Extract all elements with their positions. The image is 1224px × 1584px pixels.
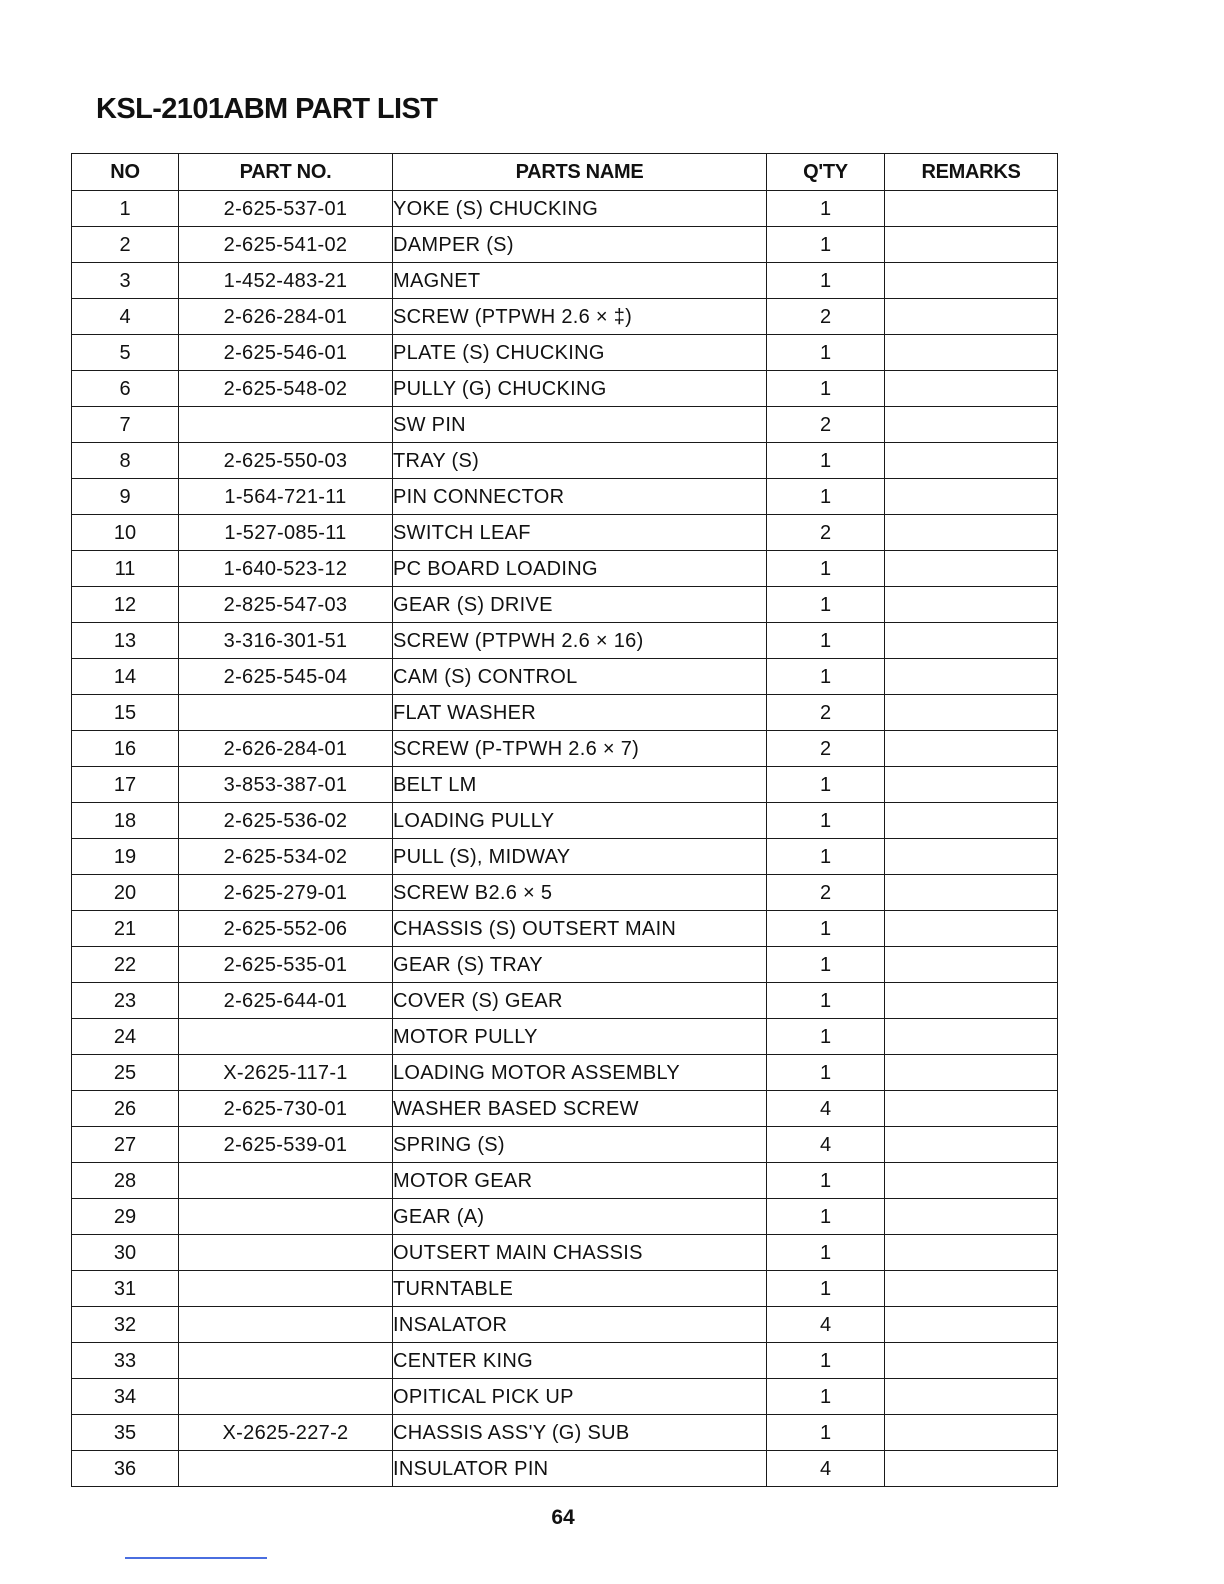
- cell-qty: 2: [767, 299, 885, 335]
- table-row: [72, 335, 1058, 371]
- cell-remarks: [885, 371, 1058, 407]
- table-row: [72, 767, 1058, 803]
- table-row: [72, 731, 1058, 767]
- cell-remarks: [885, 1415, 1058, 1451]
- cell-part-no: [179, 1307, 393, 1343]
- cell-qty: 1: [767, 1379, 885, 1415]
- cell-no: 11: [72, 551, 179, 587]
- cell-part-no: 1-564-721-11: [179, 479, 393, 515]
- cell-no: 8: [72, 443, 179, 479]
- cell-parts-name: GEAR (S) TRAY: [393, 947, 767, 983]
- cell-parts-name: YOKE (S) CHUCKING: [393, 191, 767, 227]
- table-row: [72, 1199, 1058, 1235]
- cell-no: 23: [72, 983, 179, 1019]
- footer-divider: [125, 1557, 267, 1559]
- cell-qty: 1: [767, 1199, 885, 1235]
- cell-part-no: [179, 1451, 393, 1487]
- cell-remarks: [885, 1055, 1058, 1091]
- cell-remarks: [885, 767, 1058, 803]
- cell-part-no: [179, 1235, 393, 1271]
- cell-remarks: [885, 731, 1058, 767]
- cell-part-no: [179, 1199, 393, 1235]
- cell-remarks: [885, 1199, 1058, 1235]
- cell-part-no: 2-625-546-01: [179, 335, 393, 371]
- table-row: [72, 1379, 1058, 1415]
- cell-qty: 1: [767, 839, 885, 875]
- cell-parts-name: PIN CONNECTOR: [393, 479, 767, 515]
- cell-parts-name: LOADING PULLY: [393, 803, 767, 839]
- cell-no: 24: [72, 1019, 179, 1055]
- cell-parts-name: PULLY (G) CHUCKING: [393, 371, 767, 407]
- cell-no: 7: [72, 407, 179, 443]
- table-row: [72, 1091, 1058, 1127]
- cell-part-no: 2-626-284-01: [179, 731, 393, 767]
- cell-no: 14: [72, 659, 179, 695]
- cell-qty: 2: [767, 731, 885, 767]
- column-header-part-no: PART NO.: [179, 154, 393, 191]
- cell-qty: 4: [767, 1451, 885, 1487]
- cell-no: 19: [72, 839, 179, 875]
- cell-qty: 1: [767, 1163, 885, 1199]
- cell-part-no: 3-316-301-51: [179, 623, 393, 659]
- cell-remarks: [885, 443, 1058, 479]
- table-row: [72, 839, 1058, 875]
- cell-no: 2: [72, 227, 179, 263]
- cell-remarks: [885, 1163, 1058, 1199]
- cell-remarks: [885, 1379, 1058, 1415]
- cell-parts-name: SCREW (P-TPWH 2.6 × 7): [393, 731, 767, 767]
- cell-parts-name: BELT LM: [393, 767, 767, 803]
- cell-no: 29: [72, 1199, 179, 1235]
- table-row: [72, 227, 1058, 263]
- table-row: [72, 587, 1058, 623]
- cell-qty: 1: [767, 1415, 885, 1451]
- cell-remarks: [885, 407, 1058, 443]
- cell-parts-name: CHASSIS (S) OUTSERT MAIN: [393, 911, 767, 947]
- table-row: [72, 983, 1058, 1019]
- table-row: [72, 803, 1058, 839]
- table-row: [72, 1127, 1058, 1163]
- cell-remarks: [885, 695, 1058, 731]
- cell-part-no: 2-625-548-02: [179, 371, 393, 407]
- cell-part-no: [179, 1163, 393, 1199]
- cell-part-no: 2-625-534-02: [179, 839, 393, 875]
- cell-remarks: [885, 659, 1058, 695]
- table-row: [72, 1271, 1058, 1307]
- cell-part-no: 1-640-523-12: [179, 551, 393, 587]
- cell-remarks: [885, 1019, 1058, 1055]
- cell-no: 16: [72, 731, 179, 767]
- cell-part-no: [179, 695, 393, 731]
- cell-remarks: [885, 191, 1058, 227]
- cell-part-no: 2-625-541-02: [179, 227, 393, 263]
- cell-qty: 1: [767, 803, 885, 839]
- cell-qty: 2: [767, 407, 885, 443]
- cell-no: 1: [72, 191, 179, 227]
- cell-parts-name: PLATE (S) CHUCKING: [393, 335, 767, 371]
- table-row: [72, 875, 1058, 911]
- cell-no: 27: [72, 1127, 179, 1163]
- cell-qty: 1: [767, 1019, 885, 1055]
- cell-parts-name: SCREW (PTPWH 2.6 × 16): [393, 623, 767, 659]
- cell-no: 9: [72, 479, 179, 515]
- cell-remarks: [885, 1127, 1058, 1163]
- cell-parts-name: INSALATOR: [393, 1307, 767, 1343]
- cell-parts-name: CHASSIS ASS'Y (G) SUB: [393, 1415, 767, 1451]
- cell-no: 33: [72, 1343, 179, 1379]
- cell-remarks: [885, 947, 1058, 983]
- table-row: [72, 1343, 1058, 1379]
- cell-remarks: [885, 263, 1058, 299]
- cell-part-no: X-2625-227-2: [179, 1415, 393, 1451]
- column-header-remarks: REMARKS: [885, 154, 1058, 191]
- cell-qty: 4: [767, 1091, 885, 1127]
- cell-parts-name: CAM (S) CONTROL: [393, 659, 767, 695]
- cell-part-no: 3-853-387-01: [179, 767, 393, 803]
- table-row: [72, 1019, 1058, 1055]
- cell-part-no: 2-625-644-01: [179, 983, 393, 1019]
- cell-part-no: [179, 1271, 393, 1307]
- table-row: [72, 1451, 1058, 1487]
- cell-remarks: [885, 227, 1058, 263]
- cell-part-no: 2-625-535-01: [179, 947, 393, 983]
- cell-qty: 1: [767, 263, 885, 299]
- cell-remarks: [885, 551, 1058, 587]
- page-number: 64: [551, 1506, 575, 1529]
- table-row: [72, 299, 1058, 335]
- cell-parts-name: MOTOR GEAR: [393, 1163, 767, 1199]
- cell-no: 25: [72, 1055, 179, 1091]
- cell-part-no: 2-625-536-02: [179, 803, 393, 839]
- cell-qty: 1: [767, 911, 885, 947]
- cell-no: 18: [72, 803, 179, 839]
- cell-remarks: [885, 1307, 1058, 1343]
- cell-parts-name: MAGNET: [393, 263, 767, 299]
- cell-qty: 2: [767, 875, 885, 911]
- cell-parts-name: COVER (S) GEAR: [393, 983, 767, 1019]
- cell-parts-name: GEAR (S) DRIVE: [393, 587, 767, 623]
- cell-no: 32: [72, 1307, 179, 1343]
- cell-remarks: [885, 623, 1058, 659]
- cell-remarks: [885, 515, 1058, 551]
- cell-no: 17: [72, 767, 179, 803]
- table-row: [72, 911, 1058, 947]
- cell-parts-name: CENTER KING: [393, 1343, 767, 1379]
- cell-remarks: [885, 587, 1058, 623]
- cell-remarks: [885, 1091, 1058, 1127]
- cell-qty: 4: [767, 1127, 885, 1163]
- cell-part-no: 2-625-539-01: [179, 1127, 393, 1163]
- cell-no: 22: [72, 947, 179, 983]
- cell-parts-name: DAMPER (S): [393, 227, 767, 263]
- cell-part-no: [179, 1019, 393, 1055]
- column-header-no: NO: [72, 154, 179, 191]
- table-row: [72, 659, 1058, 695]
- table-row: [72, 443, 1058, 479]
- cell-remarks: [885, 1451, 1058, 1487]
- cell-parts-name: OPITICAL PICK UP: [393, 1379, 767, 1415]
- cell-no: 31: [72, 1271, 179, 1307]
- cell-qty: 2: [767, 695, 885, 731]
- cell-remarks: [885, 875, 1058, 911]
- table-row: [72, 1055, 1058, 1091]
- cell-remarks: [885, 1343, 1058, 1379]
- cell-part-no: 1-452-483-21: [179, 263, 393, 299]
- parts-table: [71, 153, 1058, 1487]
- cell-no: 5: [72, 335, 179, 371]
- cell-no: 34: [72, 1379, 179, 1415]
- cell-qty: 1: [767, 659, 885, 695]
- cell-qty: 1: [767, 335, 885, 371]
- cell-qty: 1: [767, 479, 885, 515]
- table-row: [72, 695, 1058, 731]
- table-header-row: [72, 154, 1058, 191]
- cell-qty: 1: [767, 1343, 885, 1379]
- cell-qty: 1: [767, 1235, 885, 1271]
- cell-part-no: 2-625-730-01: [179, 1091, 393, 1127]
- cell-remarks: [885, 299, 1058, 335]
- cell-part-no: 2-625-550-03: [179, 443, 393, 479]
- cell-no: 28: [72, 1163, 179, 1199]
- cell-parts-name: TRAY (S): [393, 443, 767, 479]
- cell-qty: 1: [767, 623, 885, 659]
- cell-no: 30: [72, 1235, 179, 1271]
- cell-part-no: 2-625-552-06: [179, 911, 393, 947]
- cell-qty: 1: [767, 1055, 885, 1091]
- table-row: [72, 191, 1058, 227]
- cell-part-no: 2-625-279-01: [179, 875, 393, 911]
- cell-part-no: 2-625-537-01: [179, 191, 393, 227]
- cell-qty: 4: [767, 1307, 885, 1343]
- cell-parts-name: PULL (S), MIDWAY: [393, 839, 767, 875]
- cell-parts-name: WASHER BASED SCREW: [393, 1091, 767, 1127]
- cell-no: 6: [72, 371, 179, 407]
- cell-part-no: 2-625-545-04: [179, 659, 393, 695]
- cell-parts-name: INSULATOR PIN: [393, 1451, 767, 1487]
- cell-parts-name: SCREW (PTPWH 2.6 × ‡): [393, 299, 767, 335]
- cell-parts-name: GEAR (A): [393, 1199, 767, 1235]
- cell-no: 15: [72, 695, 179, 731]
- table-row: [72, 947, 1058, 983]
- cell-parts-name: SPRING (S): [393, 1127, 767, 1163]
- cell-part-no: 1-527-085-11: [179, 515, 393, 551]
- cell-no: 21: [72, 911, 179, 947]
- cell-qty: 1: [767, 371, 885, 407]
- column-header-parts-name: PARTS NAME: [393, 154, 767, 191]
- table-row: [72, 551, 1058, 587]
- cell-no: 26: [72, 1091, 179, 1127]
- cell-qty: 1: [767, 947, 885, 983]
- cell-remarks: [885, 911, 1058, 947]
- cell-no: 3: [72, 263, 179, 299]
- cell-qty: 2: [767, 515, 885, 551]
- table-row: [72, 1415, 1058, 1451]
- cell-no: 10: [72, 515, 179, 551]
- cell-remarks: [885, 335, 1058, 371]
- cell-part-no: [179, 1379, 393, 1415]
- cell-remarks: [885, 839, 1058, 875]
- cell-part-no: 2-626-284-01: [179, 299, 393, 335]
- cell-parts-name: SCREW B2.6 × 5: [393, 875, 767, 911]
- cell-parts-name: SWITCH LEAF: [393, 515, 767, 551]
- cell-no: 12: [72, 587, 179, 623]
- cell-no: 35: [72, 1415, 179, 1451]
- parts-table-body: [72, 191, 1058, 1487]
- cell-qty: 1: [767, 443, 885, 479]
- cell-parts-name: MOTOR PULLY: [393, 1019, 767, 1055]
- cell-no: 36: [72, 1451, 179, 1487]
- cell-remarks: [885, 1235, 1058, 1271]
- cell-no: 4: [72, 299, 179, 335]
- table-row: [72, 479, 1058, 515]
- table-row: [72, 515, 1058, 551]
- table-row: [72, 371, 1058, 407]
- cell-qty: 1: [767, 227, 885, 263]
- page-title: KSL-2101ABM PART LIST: [96, 93, 438, 125]
- cell-no: 20: [72, 875, 179, 911]
- column-header-qty: Q'TY: [767, 154, 885, 191]
- cell-part-no: 2-825-547-03: [179, 587, 393, 623]
- cell-qty: 1: [767, 983, 885, 1019]
- table-row: [72, 263, 1058, 299]
- cell-parts-name: OUTSERT MAIN CHASSIS: [393, 1235, 767, 1271]
- cell-part-no: [179, 1343, 393, 1379]
- cell-qty: 1: [767, 551, 885, 587]
- cell-remarks: [885, 1271, 1058, 1307]
- table-row: [72, 407, 1058, 443]
- cell-remarks: [885, 803, 1058, 839]
- cell-qty: 1: [767, 767, 885, 803]
- cell-qty: 1: [767, 587, 885, 623]
- table-row: [72, 1307, 1058, 1343]
- table-row: [72, 1163, 1058, 1199]
- cell-qty: 1: [767, 1271, 885, 1307]
- cell-qty: 1: [767, 191, 885, 227]
- table-row: [72, 623, 1058, 659]
- cell-part-no: X-2625-117-1: [179, 1055, 393, 1091]
- cell-remarks: [885, 479, 1058, 515]
- cell-no: 13: [72, 623, 179, 659]
- cell-part-no: [179, 407, 393, 443]
- cell-parts-name: PC BOARD LOADING: [393, 551, 767, 587]
- cell-parts-name: FLAT WASHER: [393, 695, 767, 731]
- cell-parts-name: TURNTABLE: [393, 1271, 767, 1307]
- cell-parts-name: SW PIN: [393, 407, 767, 443]
- table-row: [72, 1235, 1058, 1271]
- cell-remarks: [885, 983, 1058, 1019]
- cell-parts-name: LOADING MOTOR ASSEMBLY: [393, 1055, 767, 1091]
